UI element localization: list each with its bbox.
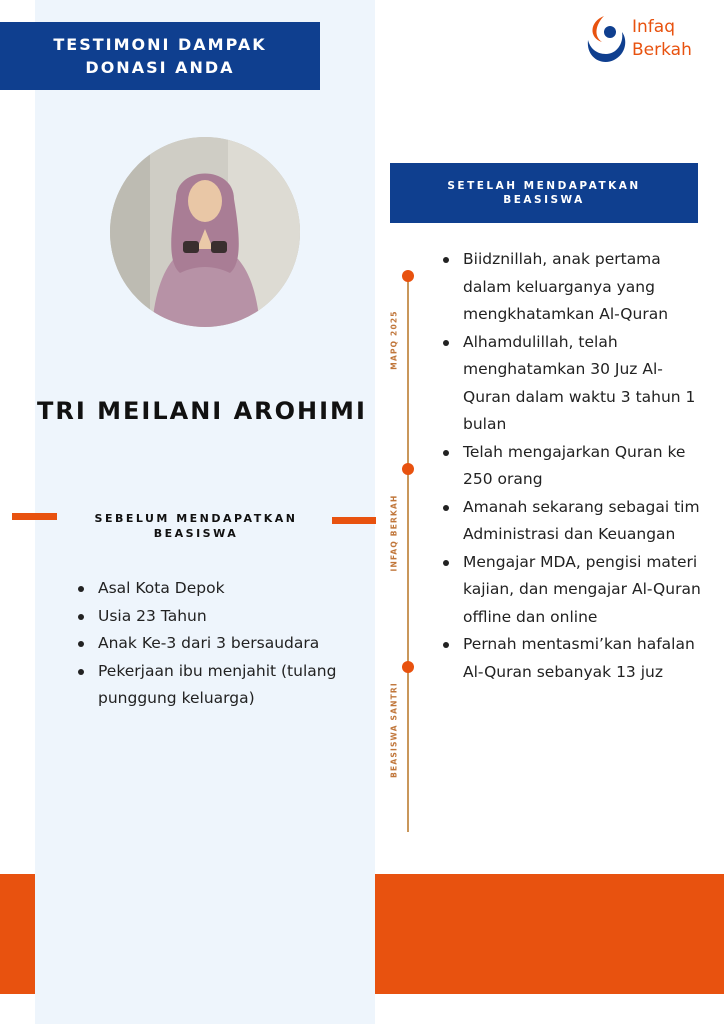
timeline-dot xyxy=(402,463,414,475)
orange-footer-band-left xyxy=(0,874,35,994)
after-scholarship-title: SETELAH MENDAPATKAN BEASISWA xyxy=(447,180,641,206)
timeline-label: INFAQ BERKAH xyxy=(389,494,399,572)
logo-text xyxy=(632,16,692,62)
before-scholarship-heading xyxy=(66,511,326,541)
timeline-dot xyxy=(402,661,414,673)
orange-dash-right xyxy=(332,517,376,524)
header-title: TESTIMONI DAMPAK DONASI ANDA xyxy=(53,35,267,77)
logo-mark-icon xyxy=(584,14,630,68)
list-item: Telah mengajarkan Quran ke 250 orang xyxy=(443,439,708,494)
person-name: TRI MEILANI AROHIMI xyxy=(37,397,367,425)
before-scholarship-list xyxy=(78,575,368,713)
infaq-berkah-logo xyxy=(584,14,714,70)
profile-photo xyxy=(110,137,300,327)
list-item: Asal Kota Depok xyxy=(78,575,368,603)
logo-text-line1: Infaq xyxy=(632,17,675,37)
list-item: Pernah mentasmi’kan hafalan Al-Quran sebanyak 13 juz xyxy=(443,631,708,686)
before-scholarship-title: SEBELUM MENDAPATKAN BEASISWA xyxy=(94,512,298,540)
list-item: Alhamdulillah, telah menghatamkan 30 Juz Al-Quran dalam waktu 3 tahun 1 bulan xyxy=(443,329,708,439)
list-item: Amanah sekarang sebagai tim Administrasi dan Keuangan xyxy=(443,494,708,549)
timeline-line xyxy=(407,272,409,832)
orange-footer-band-right xyxy=(375,874,724,994)
orange-dash-left xyxy=(12,513,57,520)
after-scholarship-list xyxy=(443,246,708,686)
list-item: Pekerjaan ibu menjahit (tulang punggung keluarga) xyxy=(78,658,368,713)
list-item: Mengajar MDA, pengisi materi kajian, dan mengajar Al-Quran offline dan online xyxy=(443,549,708,632)
list-item: Usia 23 Tahun xyxy=(78,603,368,631)
logo-text-line2: Berkah xyxy=(632,40,692,60)
after-scholarship-banner xyxy=(390,163,698,223)
list-item: Biidznillah, anak pertama dalam keluarganya yang mengkhatamkan Al-Quran xyxy=(443,246,708,329)
timeline-dot xyxy=(402,270,414,282)
timeline-label: BEASISWA SANTRI xyxy=(389,682,399,778)
timeline-label: MAPQ 2025 xyxy=(389,310,399,370)
list-item: Anak Ke-3 dari 3 bersaudara xyxy=(78,630,368,658)
header-banner xyxy=(0,22,320,90)
profile-portrait-image xyxy=(110,137,300,327)
